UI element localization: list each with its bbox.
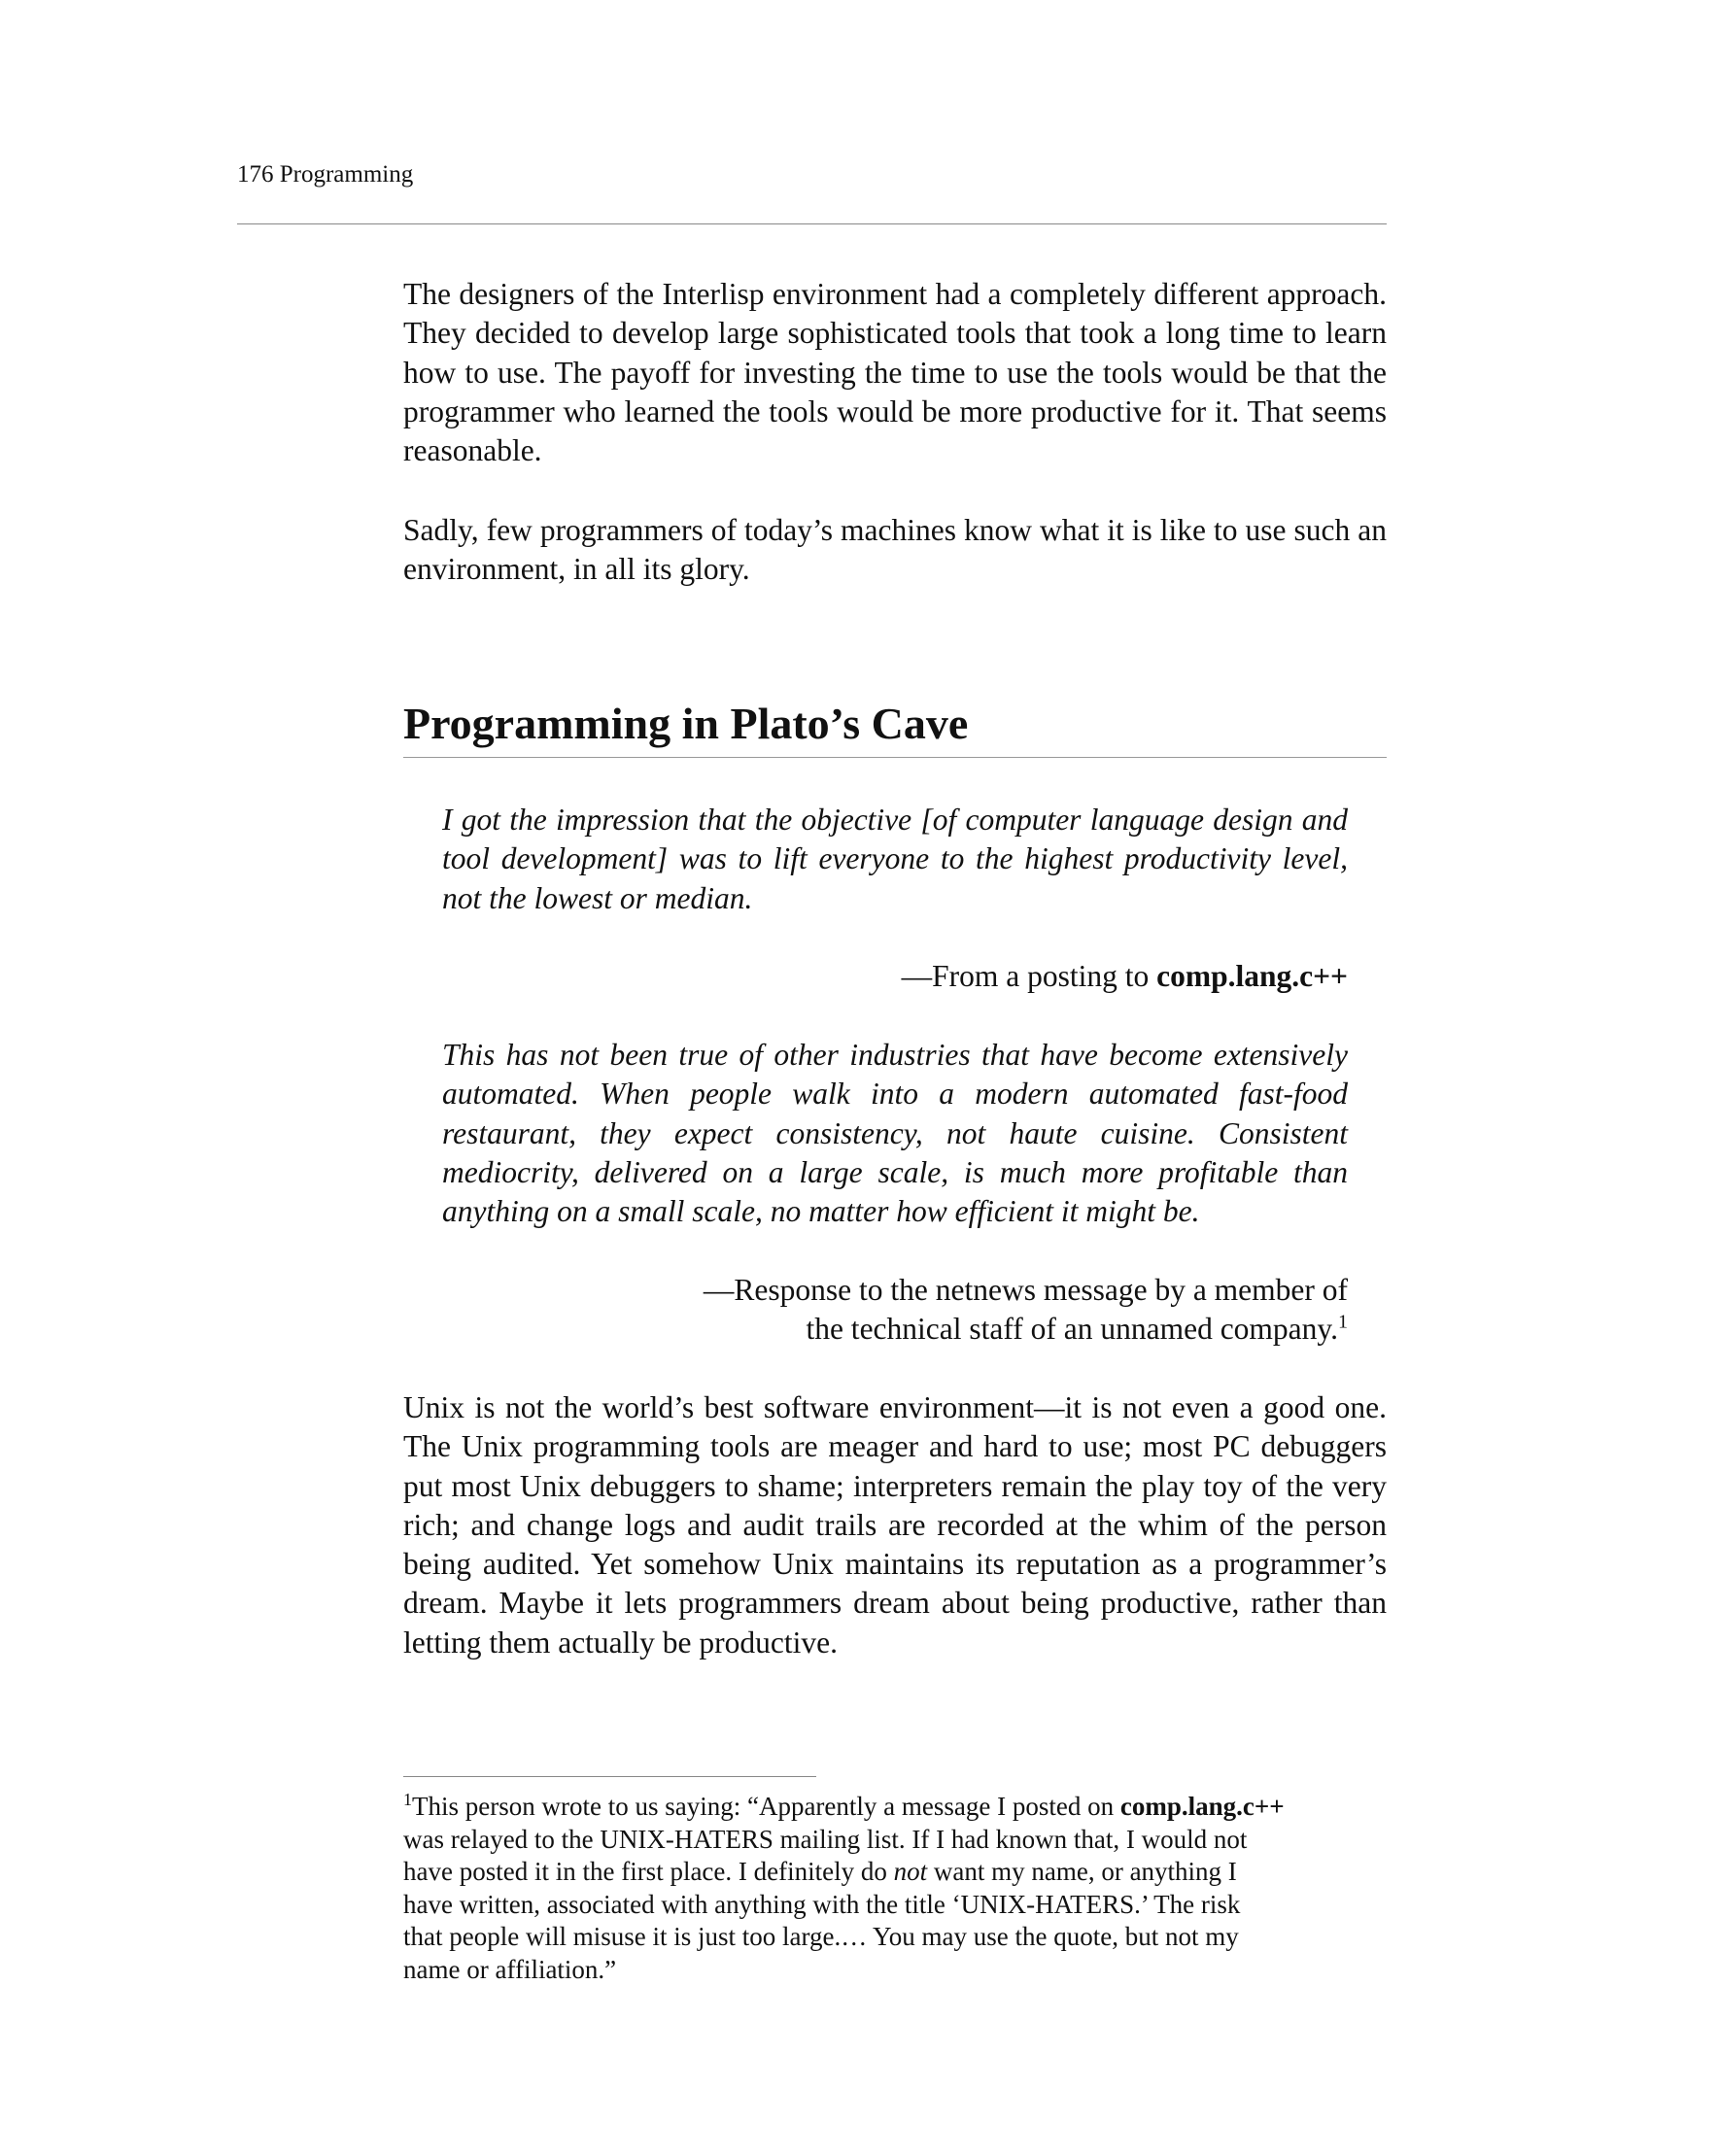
- attribution-2-line-1: —Response to the netnews message by a member of: [703, 1273, 1348, 1307]
- footnote-line-5: that people will misuse it is just too large.… You may use the quote, but not my: [403, 1922, 1239, 1951]
- footnote-line-3-suffix: want my name, or anything I: [927, 1857, 1237, 1886]
- footnote-line-2: was relayed to the UNIX-HATERS mailing list. If I had known that, I would not: [403, 1824, 1248, 1854]
- attribution-2-line-2: the technical staff of an unnamed company.: [806, 1312, 1338, 1347]
- paragraph-unix: Unix is not the world’s best software environment—it is not even a good one. The Unix programming tools are meager and hard to use; most PC debuggers put most Unix debuggers to shame; interpreters remain the play toy of the very rich; and change logs and audit trails are recorded at the whim of the person being audited. Yet somehow Unix maintains its reputation as a programmer’s dream. Maybe it lets programmers dream about being productive, rather than letting them actually be productive.: [403, 1390, 1387, 1660]
- footnote-line-3-prefix: have posted it in the first place. I definitely do: [403, 1857, 894, 1886]
- footnote-divider: [403, 1776, 816, 1777]
- header-divider: [237, 223, 1387, 224]
- running-head: 176 Programming: [237, 161, 414, 188]
- newsgroup-name: comp.lang.c++: [1156, 959, 1348, 993]
- footnote-line-6: name or affiliation.”: [403, 1954, 617, 1984]
- footnote-line-3: [403, 1856, 1387, 1889]
- epigraph-quote-1: I got the impression that the objective [of computer language design and tool development] was to lift everyone to the highest productivity level, not the lowest or median.: [442, 803, 1348, 915]
- section-title: Programming in Plato’s Cave: [403, 699, 969, 748]
- footnote-1: [403, 1791, 1387, 1986]
- footnote-reference-1: 1: [1338, 1311, 1348, 1333]
- footnote-line-1: [403, 1791, 1387, 1824]
- footnote-line-4: have written, associated with anything with the title ‘UNIX-HATERS.’ The risk: [403, 1889, 1241, 1919]
- footnote-marker: 1: [403, 1790, 412, 1809]
- attribution-1-prefix: —From a posting to: [901, 959, 1157, 993]
- paragraph-sadly: Sadly, few programmers of today’s machines know what it is like to use such an environment, in all its glory.: [403, 513, 1387, 587]
- paragraph-interlisp: The designers of the Interlisp environment had a completely different approach. They decided to develop large sophisticated tools that took a long time to learn how to use. The payoff for investing the time to use the tools would be that the programmer who learned the tools would be more productive for it. That seems reasonable.: [403, 277, 1387, 468]
- epigraph-attribution-2: [442, 1271, 1348, 1350]
- attribution-2-line-2-wrap: [442, 1310, 1348, 1349]
- section-title-divider: [403, 757, 1387, 758]
- footnote-line-1-text: This person wrote to us saying: “Apparently a message I posted on: [412, 1792, 1120, 1821]
- epigraph-attribution-1: [442, 957, 1348, 996]
- footnote-emphasis: not: [893, 1857, 928, 1886]
- epigraph-quote-2: This has not been true of other industries that have become extensively automated. When people walk into a modern automated fast-food restaurant, they expect consistency, not haute cuisine. Consistent mediocrity, delivered on a large scale, is much more profitable than anything on a small scale, no matter how efficient it might be.: [442, 1038, 1348, 1229]
- footnote-newsgroup-name: comp.lang.c++: [1119, 1792, 1285, 1821]
